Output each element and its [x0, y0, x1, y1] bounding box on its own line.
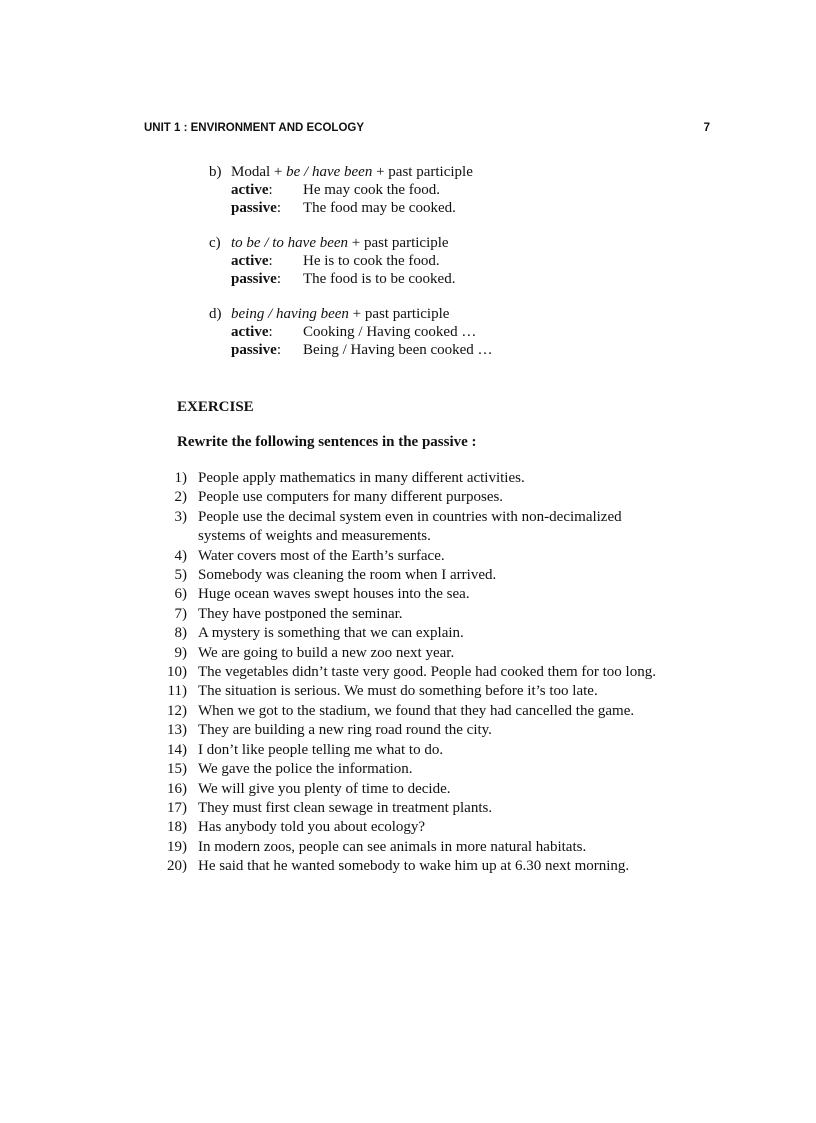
exercise-item-line: People use the decimal system even in countries with non-decimalized: [198, 508, 622, 525]
page-number: 7: [703, 122, 710, 134]
exercise-item: [155, 469, 745, 488]
exercise-title: EXERCISE: [177, 399, 254, 415]
exercise-item-number: 4): [174, 547, 187, 564]
exercise-item: [155, 760, 745, 779]
exercise-item-number: 17): [167, 799, 187, 816]
exercise-item-number: 7): [174, 605, 187, 622]
exercise-item-text: [198, 741, 745, 760]
exercise-item: [155, 644, 745, 663]
exercise-item-number: 14): [167, 741, 187, 758]
formula-plain: + past participle: [372, 164, 473, 180]
exercise-item-text: [198, 682, 745, 701]
passive-example: passive: The food may be cooked.: [231, 200, 456, 216]
exercise-item-number: 16): [167, 780, 187, 797]
exercise-item-text: [198, 547, 745, 566]
exercise-item-text: [198, 760, 745, 779]
rule-formula-text: [231, 234, 449, 252]
exercise-item-line: We are going to build a new zoo next year.: [198, 644, 455, 661]
formula-italic: being / having been: [231, 306, 349, 322]
active-label: active: [231, 324, 269, 340]
exercise-item-number: 3): [174, 508, 187, 525]
passive-sentence: The food is to be cooked.: [303, 271, 456, 287]
rule-formula: [209, 305, 689, 323]
rule-c: [209, 234, 689, 288]
rule-formula-text: [231, 305, 449, 323]
page-header: [144, 122, 710, 138]
exercise-item-line: The vegetables didn’t taste very good. People had cooked them for too long.: [198, 664, 656, 681]
exercise-item-line: Huge ocean waves swept houses into the sea.: [198, 586, 470, 603]
rule-formula: [209, 234, 689, 252]
passive-sentence: The food may be cooked.: [303, 200, 456, 216]
exercise-section: [177, 398, 737, 451]
exercise-item-line: We will give you plenty of time to decide.: [198, 780, 451, 797]
exercise-item-number: 6): [174, 586, 187, 603]
active-sentence: He may cook the food.: [303, 182, 441, 198]
exercise-item-text: [198, 838, 745, 857]
exercise-item-number: 12): [167, 702, 187, 719]
exercise-item-text: [198, 605, 745, 624]
exercise-item: [155, 663, 745, 682]
exercise-item-number: 11): [167, 683, 187, 700]
exercise-item: [155, 799, 745, 818]
exercise-item-number: 20): [167, 858, 187, 875]
exercise-item-line: They must first clean sewage in treatment plants.: [198, 799, 493, 816]
exercise-item-text: [198, 469, 745, 488]
rule-d: [209, 305, 689, 359]
active-example: active: He is to cook the food.: [231, 253, 440, 269]
passive-label: passive: [231, 200, 277, 216]
exercise-item: [155, 721, 745, 740]
exercise-item-line: Somebody was cleaning the room when I arrived.: [198, 567, 497, 584]
exercise-item-text: [198, 857, 745, 876]
exercise-item-line: systems of weights and measurements.: [198, 528, 431, 545]
rule-letter: c): [209, 235, 221, 251]
exercise-item-text: [198, 818, 745, 837]
exercise-item-line: When we got to the stadium, we found that they had cancelled the game.: [198, 702, 635, 719]
active-sentence: He is to cook the food.: [303, 253, 440, 269]
exercise-item-line: They have postponed the seminar.: [198, 605, 403, 622]
passive-example: passive: The food is to be cooked.: [231, 271, 456, 287]
exercise-item-text: [198, 585, 745, 604]
exercise-item: [155, 682, 745, 701]
formula-plain: + past participle: [348, 306, 450, 322]
exercise-item-line: We gave the police the information.: [198, 761, 413, 778]
exercise-item-text: [198, 644, 745, 663]
exercise-item-line: In modern zoos, people can see animals in more natural habitats.: [198, 838, 587, 855]
passive-label: passive: [231, 271, 277, 287]
exercise-item: [155, 566, 745, 585]
formula-plain: + past participle: [348, 235, 449, 251]
formula-italic: be / have been: [286, 164, 373, 180]
exercise-item-line: The situation is serious. We must do something before it’s too late.: [198, 683, 598, 700]
exercise-item-line: People use computers for many different purposes.: [198, 489, 504, 506]
exercise-item-number: 5): [174, 567, 187, 584]
passive-label: passive: [231, 342, 277, 358]
exercise-item-text: [198, 566, 745, 585]
exercise-item: [155, 624, 745, 643]
active-label: active: [231, 253, 269, 269]
rule-formula: [209, 163, 689, 181]
exercise-item: [155, 702, 745, 721]
active-example: active: Cooking / Having cooked …: [231, 324, 477, 340]
formula-plain: Modal +: [231, 164, 287, 180]
exercise-item-text: [198, 663, 745, 682]
passive-example: passive: Being / Having been cooked …: [231, 342, 493, 358]
exercise-item: [155, 547, 745, 566]
exercise-item-number: 13): [167, 722, 187, 739]
exercise-item: [155, 508, 745, 547]
exercise-item-line: They are building a new ring road round the city.: [198, 722, 492, 739]
exercise-item-text: [198, 508, 745, 547]
active-example: active: He may cook the food.: [231, 182, 441, 198]
running-title: UNIT 1 : ENVIRONMENT AND ECOLOGY: [144, 122, 364, 134]
exercise-item-text: [198, 780, 745, 799]
exercise-item-text: [198, 799, 745, 818]
passive-sentence: Being / Having been cooked …: [303, 342, 493, 358]
exercise-item-number: 1): [174, 470, 187, 486]
exercise-item-line: Water covers most of the Earth’s surface.: [198, 547, 445, 564]
exercise-list: [155, 469, 745, 877]
exercise-item-line: Has anybody told you about ecology?: [198, 819, 426, 836]
exercise-item: [155, 838, 745, 857]
rule-b: [209, 163, 689, 217]
exercise-item-number: 19): [167, 838, 187, 855]
exercise-item-text: [198, 721, 745, 740]
rule-letter: b): [209, 164, 222, 180]
exercise-item-line: He said that he wanted somebody to wake him up at 6.30 next morning.: [198, 858, 630, 875]
exercise-item: [155, 818, 745, 837]
formula-italic: to be / to have been: [231, 235, 349, 251]
exercise-item-text: [198, 488, 745, 507]
exercise-item-number: 2): [174, 489, 187, 506]
exercise-item-number: 18): [167, 819, 187, 836]
exercise-item: [155, 780, 745, 799]
exercise-item-line: I don’t like people telling me what to do.: [198, 741, 444, 758]
exercise-item: [155, 605, 745, 624]
exercise-item-text: [198, 624, 745, 643]
active-sentence: Cooking / Having cooked …: [303, 324, 477, 340]
exercise-item-text: [198, 702, 745, 721]
exercise-instruction: Rewrite the following sentences in the passive :: [177, 434, 477, 450]
exercise-item-line: A mystery is something that we can explain.: [198, 625, 464, 642]
exercise-item: [155, 857, 745, 876]
active-label: active: [231, 182, 269, 198]
exercise-item: [155, 488, 745, 507]
rule-formula-text: [231, 163, 473, 181]
exercise-item-number: 9): [174, 644, 187, 661]
passive-rules: [209, 163, 689, 376]
exercise-item-line: People apply mathematics in many different activities.: [198, 470, 525, 486]
exercise-item-number: 15): [167, 761, 187, 778]
exercise-item: [155, 741, 745, 760]
exercise-item-number: 8): [174, 625, 187, 642]
exercise-item: [155, 585, 745, 604]
rule-letter: d): [209, 306, 222, 322]
exercise-item-number: 10): [167, 664, 187, 681]
